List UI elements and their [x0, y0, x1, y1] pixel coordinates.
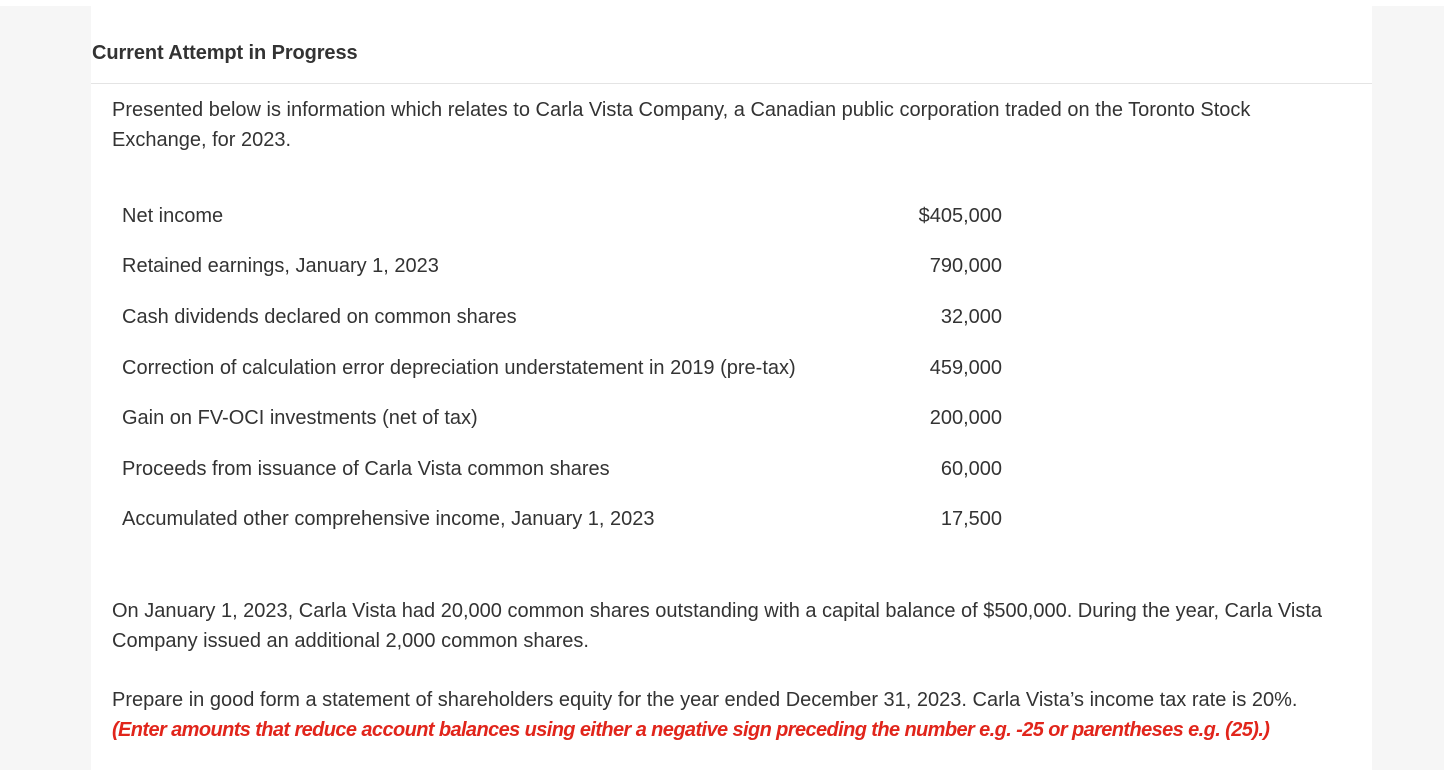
item-label: Accumulated other comprehensive income, January 1, 2023	[122, 508, 655, 531]
table-row	[122, 343, 1002, 394]
table-row	[122, 242, 1002, 293]
item-value: 17,500	[940, 508, 1002, 531]
attempt-header	[91, 6, 1372, 84]
table-row	[122, 191, 1002, 242]
table-row	[122, 495, 1002, 546]
intro-paragraph: Presented below is information which relates to Carla Vista Company, a Canadian public corporation traded on the Toronto Stock Exchange, for 2023.	[112, 99, 1251, 151]
item-value: 459,000	[929, 356, 1002, 379]
table-row	[122, 393, 1002, 444]
instruction-text: Prepare in good form a statement of shareholders equity for the year ended December 31, 2023. Carla Vista’s income tax rate is 20%.	[112, 689, 1298, 711]
item-value: 60,000	[940, 457, 1002, 480]
item-label: Retained earnings, January 1, 2023	[122, 255, 439, 278]
item-value: 200,000	[929, 407, 1002, 430]
item-value: 32,000	[940, 305, 1002, 328]
attempt-title: Current Attempt in Progress	[92, 42, 358, 64]
instruction-block	[112, 685, 1352, 745]
item-label: Proceeds from issuance of Carla Vista common shares	[122, 457, 610, 480]
item-label: Cash dividends declared on common shares	[122, 305, 517, 328]
table-row	[122, 292, 1002, 343]
question-panel	[91, 6, 1372, 770]
item-label: Gain on FV-OCI investments (net of tax)	[122, 407, 478, 430]
item-value: 790,000	[929, 255, 1002, 278]
item-value: $405,000	[918, 204, 1002, 227]
shares-paragraph: On January 1, 2023, Carla Vista had 20,000 common shares outstanding with a capital balance of $500,000. During the year, Carla Vista Company issued an additional 2,000 common shares.	[112, 600, 1323, 652]
information-table	[122, 191, 1002, 545]
table-row	[122, 444, 1002, 495]
instruction-hint: (Enter amounts that reduce account balances using either a negative sign preceding the number e.g. -25 or parentheses e.g. (25).)	[112, 719, 1270, 741]
item-label: Correction of calculation error depreciation understatement in 2019 (pre-tax)	[122, 356, 796, 379]
item-label: Net income	[122, 204, 224, 227]
